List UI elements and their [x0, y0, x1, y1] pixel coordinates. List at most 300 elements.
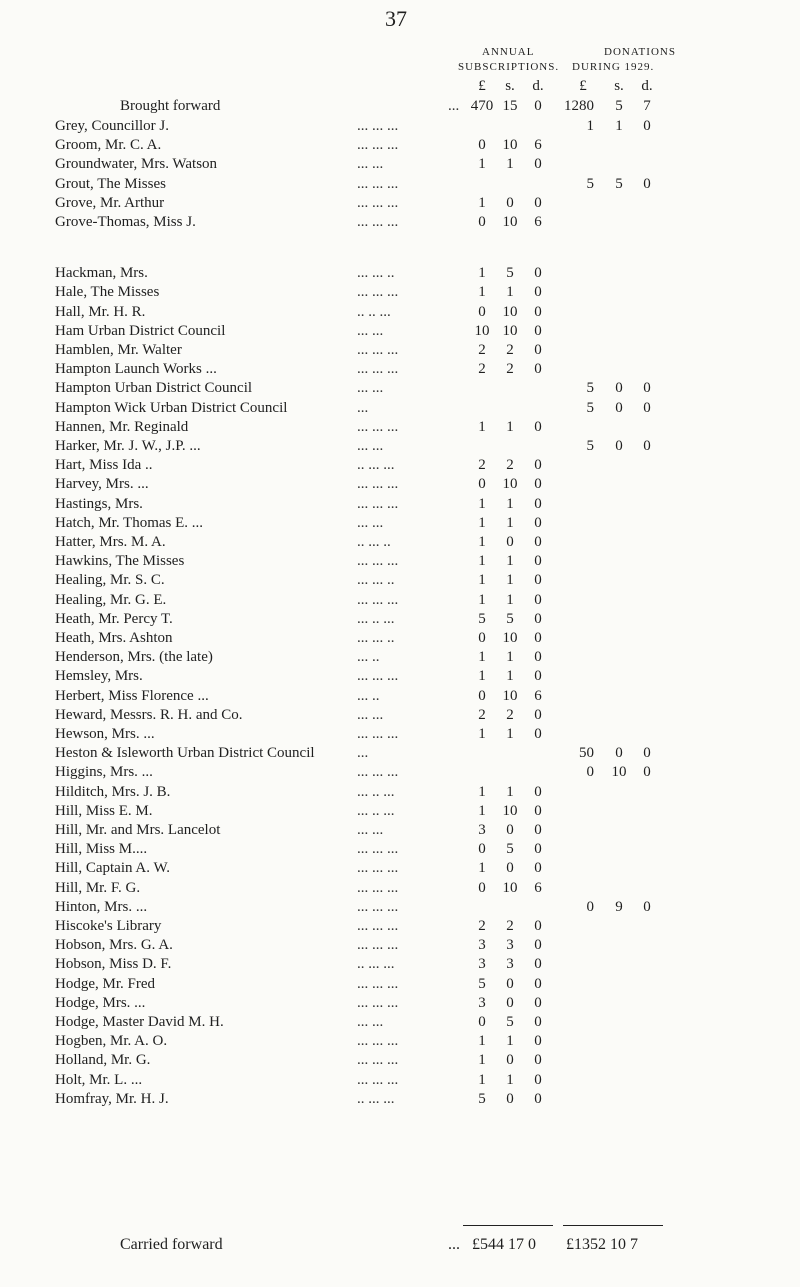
- amount-shillings: 1: [506, 495, 514, 512]
- subscriber-name: Hodge, Master David M. H.: [55, 1014, 224, 1030]
- amount-pence: 6: [534, 879, 542, 896]
- amount-pounds: 470: [470, 98, 494, 114]
- subscriber-name: Ham Urban District Council: [55, 322, 226, 339]
- amount-pence: 0: [534, 956, 542, 973]
- amount-shillings: 5: [506, 265, 514, 282]
- donation-pence: 0: [643, 764, 651, 781]
- subscriber-name: Heath, Mrs. Ashton: [55, 630, 173, 646]
- leader-dots: ... ...: [357, 380, 384, 397]
- amount-pence: 0: [534, 706, 542, 723]
- amount-pounds: 1: [478, 802, 486, 819]
- total-rule-annual: [463, 1225, 553, 1226]
- list-item: [0, 839, 800, 859]
- leader-dots: ... ... ...: [357, 418, 399, 435]
- amount-shillings: 2: [506, 918, 514, 934]
- amount-shillings: 1: [506, 514, 514, 531]
- donation-pounds: 0: [586, 898, 594, 915]
- amount-pounds: 1: [478, 783, 486, 800]
- list-item: [0, 935, 800, 955]
- list-item: [0, 743, 800, 763]
- amount-pence: 0: [534, 726, 542, 742]
- list-item: [0, 436, 800, 456]
- amount-pence: 0: [534, 361, 542, 378]
- amount-shillings: 5: [506, 1014, 514, 1030]
- donations-header: DONATIONS: [604, 46, 676, 58]
- amount-pounds: 1: [478, 534, 486, 550]
- subscriber-name: Hewson, Mrs. ...: [55, 726, 155, 742]
- subscriber-name: Hobson, Mrs. G. A.: [55, 937, 173, 954]
- donation-pounds: 5: [586, 399, 594, 416]
- subscriber-name: Higgins, Mrs. ...: [55, 764, 153, 781]
- brought-forward-label: Brought forward: [120, 98, 221, 114]
- unit-pound: £: [478, 78, 486, 94]
- subscriber-name: Hampton Wick Urban District Council: [55, 399, 288, 416]
- donation-shillings: 9: [615, 898, 623, 915]
- leader-dots: ... ... ...: [357, 918, 399, 934]
- subscriber-name: Hilditch, Mrs. J. B.: [55, 783, 171, 800]
- leader-dots: ... ... ...: [357, 726, 399, 742]
- leader-dots: ... ...: [357, 706, 384, 723]
- list-item: [0, 212, 800, 232]
- amount-pounds: 0: [478, 687, 486, 704]
- amount-pence: 0: [534, 822, 542, 838]
- leader-dots: ... .. ...: [357, 610, 395, 627]
- amount-shillings: 1: [506, 591, 514, 608]
- amount-shillings: 3: [506, 937, 514, 954]
- subscriber-name: Hobson, Miss D. F.: [55, 956, 172, 973]
- subscriber-name: Hampton Urban District Council: [55, 380, 253, 397]
- amount-pounds: 0: [478, 476, 486, 493]
- page-number: 37: [385, 6, 407, 31]
- amount-pence: 6: [534, 687, 542, 704]
- list-item: [0, 820, 800, 840]
- list-item: [0, 1031, 800, 1051]
- amount-pence: 0: [534, 457, 542, 474]
- leader-dots: ... ... ...: [357, 342, 399, 358]
- list-item: [0, 359, 800, 379]
- donation-shillings: 5: [615, 98, 623, 114]
- donation-pounds: 5: [586, 175, 594, 192]
- subscriber-name: Heston & Isleworth Urban District Council: [55, 745, 315, 762]
- leader-dots: ... ... ...: [357, 553, 399, 570]
- list-item: [0, 609, 800, 629]
- amount-pence: 0: [534, 303, 542, 320]
- subscriber-name: Hackman, Mrs.: [55, 265, 148, 282]
- list-item: [0, 801, 800, 821]
- subscriber-name: Holt, Mr. L. ...: [55, 1071, 143, 1088]
- amount-pounds: 1: [478, 649, 486, 666]
- subscriber-name: Groom, Mr. C. A.: [55, 137, 162, 154]
- amount-pence: 0: [534, 994, 542, 1011]
- amount-shillings: 10: [502, 687, 518, 704]
- leader-dots: ... ... ...: [357, 175, 399, 192]
- amount-shillings: 15: [502, 98, 518, 114]
- unit-pound: £: [579, 78, 587, 94]
- donation-pounds: 50: [579, 745, 594, 762]
- amount-pounds: 1: [478, 1052, 486, 1069]
- amount-pounds: 1: [478, 1071, 486, 1088]
- list-item: [0, 494, 800, 514]
- leader-dots: ... ..: [357, 687, 380, 704]
- subscriber-name: Homfray, Mr. H. J.: [55, 1090, 169, 1107]
- amount-pounds: 0: [478, 137, 486, 154]
- subscriber-name: Hatch, Mr. Thomas E. ...: [55, 514, 204, 531]
- leader-dots: ... ... ...: [357, 591, 399, 608]
- list-item: [0, 116, 800, 136]
- list-item: [0, 897, 800, 917]
- amount-pence: 0: [534, 649, 542, 666]
- list-item: [0, 513, 800, 533]
- subscriber-name: Grove-Thomas, Miss J.: [55, 214, 196, 230]
- list-item: [0, 705, 800, 725]
- amount-shillings: 0: [506, 975, 514, 992]
- list-item: [0, 193, 800, 213]
- subscriber-name: Harker, Mr. J. W., J.P. ...: [55, 438, 201, 454]
- amount-pounds: 0: [478, 1014, 486, 1030]
- subscriber-name: Hannen, Mr. Reginald: [55, 418, 189, 435]
- donation-shillings: 0: [615, 745, 623, 762]
- leader-dots: ... ... ...: [357, 1033, 399, 1050]
- list-item: [0, 1070, 800, 1090]
- subscriber-name: Hart, Miss Ida ..: [55, 457, 153, 474]
- list-item: [0, 628, 800, 648]
- amount-pounds: 3: [478, 937, 486, 954]
- amount-shillings: 1: [506, 649, 514, 666]
- list-item: [0, 916, 800, 936]
- leader-dots: ... ... ...: [357, 476, 399, 493]
- amount-shillings: 10: [502, 322, 518, 339]
- leader-dots: ... ... ...: [357, 214, 399, 230]
- amount-pence: 0: [534, 553, 542, 570]
- amount-pounds: 10: [474, 322, 490, 339]
- amount-pounds: 2: [478, 342, 486, 358]
- amount-shillings: 10: [502, 802, 518, 819]
- leader-dots: ... ... ...: [357, 1052, 399, 1069]
- amount-shillings: 0: [506, 822, 514, 838]
- leader-dots: ... ... ...: [357, 1071, 399, 1088]
- amount-shillings: 2: [506, 361, 514, 378]
- amount-pence: 0: [534, 265, 542, 282]
- donations-subheader: DURING 1929.: [572, 61, 655, 73]
- amount-pounds: 5: [478, 975, 486, 992]
- donation-pence: 0: [643, 175, 651, 192]
- leader-dots: ... ...: [357, 156, 384, 173]
- amount-pence: 0: [534, 918, 542, 934]
- subscriber-name: Hodge, Mrs. ...: [55, 994, 146, 1011]
- list-item: [0, 666, 800, 686]
- list-item: [0, 858, 800, 878]
- unit-pence: d.: [532, 78, 544, 94]
- amount-pounds: 3: [478, 956, 486, 973]
- amount-pence: 0: [534, 1090, 542, 1107]
- list-item: [0, 551, 800, 571]
- amount-shillings: 10: [502, 630, 518, 646]
- subscriber-name: Hall, Mr. H. R.: [55, 303, 146, 320]
- leader-dots: ...: [357, 745, 369, 762]
- amount-pence: 0: [534, 572, 542, 589]
- leader-dots: ... ... ..: [357, 572, 395, 589]
- list-item: [0, 474, 800, 494]
- leader-dots: ... ... ...: [357, 137, 399, 154]
- amount-shillings: 3: [506, 956, 514, 973]
- amount-pence: 0: [534, 975, 542, 992]
- amount-shillings: 1: [506, 1071, 514, 1088]
- amount-pounds: 5: [478, 1090, 486, 1107]
- amount-pounds: 1: [478, 495, 486, 512]
- leader-dots: ... ...: [357, 1014, 384, 1030]
- leader-dots: ... ... ...: [357, 937, 399, 954]
- donation-pounds: 0: [586, 764, 594, 781]
- amount-pence: 0: [534, 342, 542, 358]
- subscriber-name: Hogben, Mr. A. O.: [55, 1033, 168, 1050]
- amount-pounds: 2: [478, 706, 486, 723]
- donation-pounds: 5: [586, 438, 594, 454]
- amount-pounds: 1: [478, 194, 486, 211]
- amount-pounds: 1: [478, 591, 486, 608]
- leader-dots: ... ... ...: [357, 361, 399, 378]
- amount-pence: 0: [534, 534, 542, 550]
- donation-pence: 0: [643, 380, 651, 397]
- list-item: [0, 1012, 800, 1032]
- amount-shillings: 1: [506, 726, 514, 742]
- subscriber-name: Hill, Mr. F. G.: [55, 879, 141, 896]
- list-item: [0, 154, 800, 174]
- amount-pounds: 1: [478, 553, 486, 570]
- amount-pounds: 5: [478, 610, 486, 627]
- amount-pounds: 1: [478, 418, 486, 435]
- subscriber-name: Hinton, Mrs. ...: [55, 898, 148, 915]
- unit-shilling: s.: [614, 78, 624, 94]
- list-item: [0, 174, 800, 194]
- amount-pounds: 0: [478, 841, 486, 858]
- unit-pence: d.: [641, 78, 653, 94]
- amount-pence: 0: [534, 1052, 542, 1069]
- amount-pence: 0: [534, 668, 542, 685]
- leader-dots: ...: [448, 1236, 460, 1253]
- leader-dots: ... ... ...: [357, 118, 399, 134]
- amount-pounds: 1: [478, 156, 486, 173]
- annual-subheader: SUBSCRIPTIONS.: [458, 61, 560, 73]
- list-item: [0, 398, 800, 418]
- amount-pounds: 0: [478, 214, 486, 230]
- leader-dots: ... ... ...: [357, 860, 399, 877]
- amount-pounds: 1: [478, 1033, 486, 1050]
- list-item: [0, 135, 800, 155]
- amount-pounds: 2: [478, 457, 486, 474]
- subscriber-name: Hill, Miss E. M.: [55, 802, 153, 819]
- subscriber-name: Healing, Mr. G. E.: [55, 591, 167, 608]
- amount-pence: 0: [534, 591, 542, 608]
- amount-shillings: 0: [506, 1090, 514, 1107]
- leader-dots: ... ... ...: [357, 994, 399, 1011]
- amount-shillings: 1: [506, 572, 514, 589]
- leader-dots: ...: [357, 399, 369, 416]
- leader-dots: .. ... ...: [357, 1090, 395, 1107]
- subscriber-name: Grout, The Misses: [55, 175, 166, 192]
- subscriber-name: Herbert, Miss Florence ...: [55, 687, 209, 704]
- amount-shillings: 10: [502, 303, 518, 320]
- subscriber-name: Hemsley, Mrs.: [55, 668, 143, 685]
- amount-pence: 0: [534, 937, 542, 954]
- donation-pounds: 1: [586, 118, 594, 134]
- amount-pounds: 3: [478, 822, 486, 838]
- amount-shillings: 1: [506, 1033, 514, 1050]
- amount-shillings: 1: [506, 418, 514, 435]
- subscriber-name: Hatter, Mrs. M. A.: [55, 534, 166, 550]
- leader-dots: ... ...: [357, 438, 384, 454]
- amount-shillings: 10: [502, 214, 518, 230]
- subscriber-name: Hill, Mr. and Mrs. Lancelot: [55, 822, 221, 838]
- leader-dots: ... ... ...: [357, 764, 399, 781]
- amount-pence: 0: [534, 630, 542, 646]
- amount-shillings: 1: [506, 284, 514, 301]
- amount-pence: 0: [534, 156, 542, 173]
- amount-pence: 0: [534, 860, 542, 877]
- amount-shillings: 10: [502, 879, 518, 896]
- donation-pence: 7: [643, 98, 651, 114]
- amount-pounds: 1: [478, 265, 486, 282]
- leader-dots: ... ... ...: [357, 898, 399, 915]
- leader-dots: ...: [448, 98, 460, 114]
- amount-pence: 0: [534, 841, 542, 858]
- subscriber-name: Harvey, Mrs. ...: [55, 476, 149, 493]
- amount-pence: 6: [534, 137, 542, 154]
- subscriber-name: Heward, Messrs. R. H. and Co.: [55, 706, 243, 723]
- subscriber-name: Henderson, Mrs. (the late): [55, 649, 213, 666]
- donation-pence: 0: [643, 745, 651, 762]
- brought-forward-row: [0, 96, 800, 116]
- subscriber-name: Hiscoke's Library: [55, 918, 162, 934]
- amount-shillings: 2: [506, 457, 514, 474]
- leader-dots: ... ... ...: [357, 495, 399, 512]
- subscriber-name: Hastings, Mrs.: [55, 495, 143, 512]
- amount-pounds: 0: [478, 630, 486, 646]
- amount-pounds: 0: [478, 303, 486, 320]
- amount-pence: 0: [534, 1014, 542, 1030]
- donation-shillings: 0: [615, 399, 623, 416]
- amount-shillings: 1: [506, 668, 514, 685]
- donation-shillings: 0: [615, 438, 623, 454]
- amount-pence: 0: [534, 476, 542, 493]
- leader-dots: ... ..: [357, 649, 380, 666]
- amount-pounds: 1: [478, 726, 486, 742]
- amount-shillings: 1: [506, 156, 514, 173]
- list-item: [0, 302, 800, 322]
- amount-pounds: 1: [478, 668, 486, 685]
- list-item: [0, 570, 800, 590]
- carried-forward-label: Carried forward: [120, 1236, 223, 1253]
- amount-pence: 0: [534, 802, 542, 819]
- carried-forward-annual-total: £544 17 0: [472, 1236, 536, 1253]
- leader-dots: ... ...: [357, 822, 384, 838]
- amount-pence: 6: [534, 214, 542, 230]
- amount-pounds: 2: [478, 918, 486, 934]
- amount-pounds: 1: [478, 860, 486, 877]
- leader-dots: .. ... ..: [357, 534, 391, 550]
- amount-pence: 0: [534, 1071, 542, 1088]
- list-item: [0, 686, 800, 706]
- list-item: [0, 954, 800, 974]
- donation-pence: 0: [643, 399, 651, 416]
- amount-shillings: 10: [502, 476, 518, 493]
- list-item: [0, 974, 800, 994]
- amount-pounds: 1: [478, 284, 486, 301]
- list-item: [0, 340, 800, 360]
- amount-shillings: 2: [506, 706, 514, 723]
- leader-dots: ... .. ...: [357, 783, 395, 800]
- amount-pence: 0: [534, 514, 542, 531]
- amount-pence: 0: [534, 194, 542, 211]
- leader-dots: ... ... ...: [357, 194, 399, 211]
- list-item: [0, 532, 800, 552]
- total-rule-donations: [563, 1225, 663, 1226]
- leader-dots: ... ... ...: [357, 284, 399, 301]
- donation-pence: 0: [643, 118, 651, 134]
- leader-dots: .. ... ...: [357, 457, 395, 474]
- subscriber-name: Groundwater, Mrs. Watson: [55, 156, 218, 173]
- leader-dots: ... ...: [357, 514, 384, 531]
- subscriber-name: Hale, The Misses: [55, 284, 160, 301]
- list-item: [0, 724, 800, 744]
- subscriber-name: Grove, Mr. Arthur: [55, 194, 165, 211]
- units-row: [0, 76, 800, 96]
- list-item: [0, 647, 800, 667]
- amount-shillings: 0: [506, 860, 514, 877]
- donation-shillings: 0: [615, 380, 623, 397]
- list-item: [0, 590, 800, 610]
- amount-pounds: 3: [478, 994, 486, 1011]
- list-item: [0, 378, 800, 398]
- donation-shillings: 10: [611, 764, 627, 781]
- carried-forward-donations-total: £1352 10 7: [566, 1236, 638, 1253]
- amount-shillings: 0: [506, 194, 514, 211]
- leader-dots: ... ... ...: [357, 975, 399, 992]
- amount-pence: 0: [534, 495, 542, 512]
- amount-pounds: 1: [478, 514, 486, 531]
- leader-dots: ... ... ..: [357, 265, 395, 282]
- list-item: [0, 782, 800, 802]
- donation-pounds: 5: [586, 380, 594, 397]
- list-item: [0, 417, 800, 437]
- leader-dots: ... ... ...: [357, 879, 399, 896]
- subscriber-name: Grey, Councillor J.: [55, 118, 170, 134]
- subscriber-name: Hampton Launch Works ...: [55, 361, 217, 378]
- donation-shillings: 5: [615, 175, 623, 192]
- amount-shillings: 1: [506, 553, 514, 570]
- amount-pence: 0: [534, 322, 542, 339]
- annual-header: ANNUAL: [482, 46, 535, 58]
- amount-pence: 0: [534, 1033, 542, 1050]
- subscriber-name: Hamblen, Mr. Walter: [55, 342, 182, 358]
- amount-pence: 0: [534, 284, 542, 301]
- leader-dots: .. ... ...: [357, 956, 395, 973]
- amount-shillings: 5: [506, 610, 514, 627]
- list-item: [0, 878, 800, 898]
- list-item: [0, 1050, 800, 1070]
- list-item: [0, 282, 800, 302]
- list-item: [0, 993, 800, 1013]
- leader-dots: ... ...: [357, 322, 384, 339]
- amount-shillings: 5: [506, 841, 514, 858]
- amount-shillings: 0: [506, 994, 514, 1011]
- amount-shillings: 0: [506, 1052, 514, 1069]
- amount-pence: 0: [534, 418, 542, 435]
- amount-shillings: 10: [502, 137, 518, 154]
- amount-pence: 0: [534, 783, 542, 800]
- amount-pounds: 1: [478, 572, 486, 589]
- unit-shilling: s.: [505, 78, 515, 94]
- amount-shillings: 0: [506, 534, 514, 550]
